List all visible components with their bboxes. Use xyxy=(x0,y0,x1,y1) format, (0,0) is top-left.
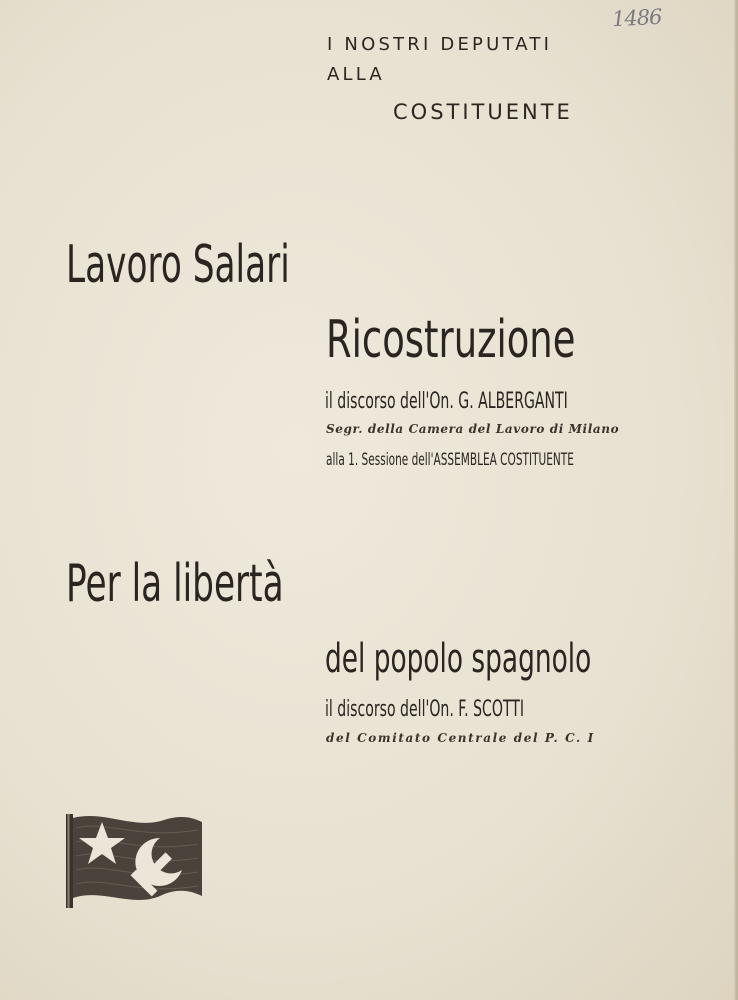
speech1-speaker-role: Segr. della Camera del Lavoro di Milano xyxy=(326,422,620,436)
speech2-speaker-role: del Comitato Centrale del P. C. I xyxy=(326,731,595,745)
series-header-line-1: I NOSTRI DEPUTATI xyxy=(327,34,553,55)
archive-number: 1486 xyxy=(611,4,663,32)
series-header-line-2: ALLA xyxy=(327,64,385,85)
speech2-title-line2: del popolo spagnolo xyxy=(325,636,592,682)
series-header-line-3: COSTITUENTE xyxy=(393,100,573,124)
flag-star-hammer-sickle-icon xyxy=(64,808,206,910)
speech1-session: alla 1. Sessione dell'ASSEMBLEA COSTITUENTE xyxy=(326,450,574,470)
speech2-title-line1: Per la libertà xyxy=(66,554,284,614)
speech1-title-line2: Ricostruzione xyxy=(326,310,576,370)
speech1-title-line1: Lavoro Salari xyxy=(66,235,290,295)
speech1-speaker: il discorso dell'On. G. ALBERGANTI xyxy=(325,389,568,414)
speech2-speaker: il discorso dell'On. F. SCOTTI xyxy=(325,697,525,722)
